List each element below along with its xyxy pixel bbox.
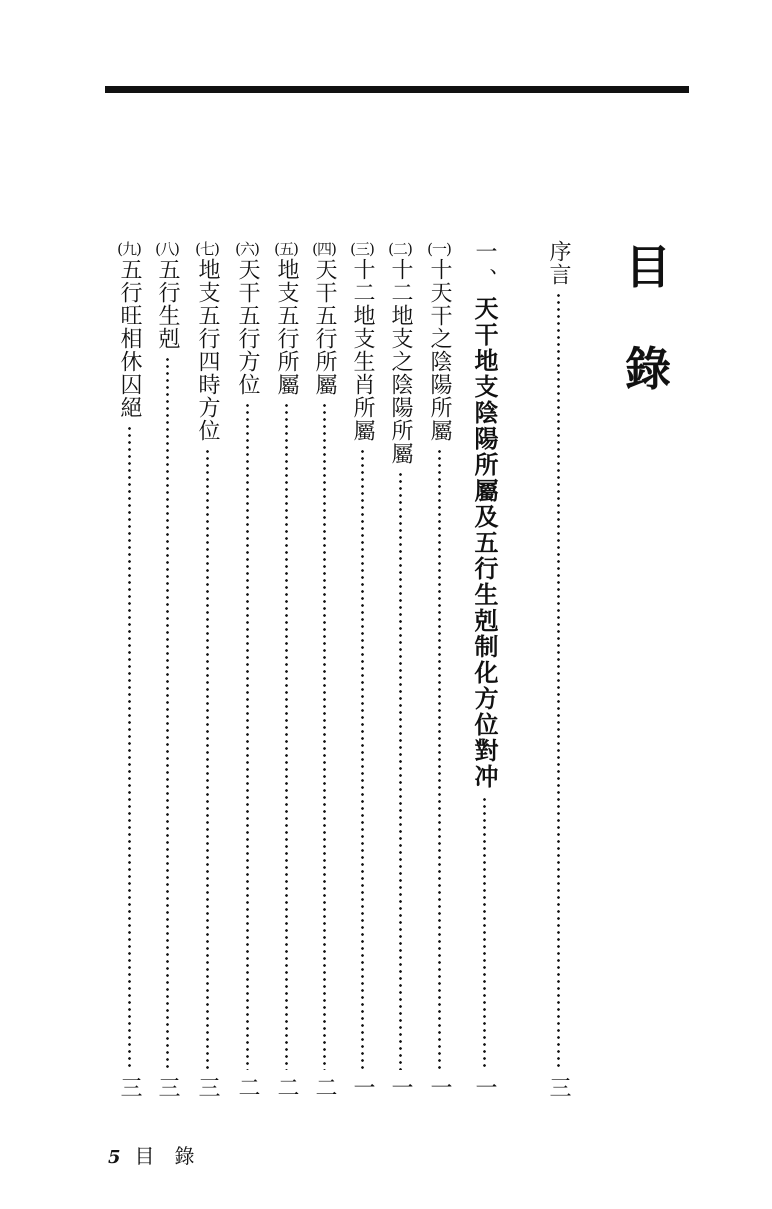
toc-entry-number: (六) xyxy=(235,240,259,258)
toc-entry-page: 一 xyxy=(472,1076,497,1100)
toc-entry-section-1[interactable] xyxy=(424,240,454,1100)
dot-leader xyxy=(323,402,326,1070)
toc-entry-title: 天干五行方位 xyxy=(235,258,260,396)
toc-entry-page: 二 xyxy=(312,1076,337,1100)
toc-entry-title: 天干五行所屬 xyxy=(312,258,337,396)
toc-entry-page: 三 xyxy=(546,1076,571,1100)
toc-entry-number: (一) xyxy=(427,240,451,258)
toc-entry-section-6[interactable] xyxy=(232,240,262,1100)
toc-entry-chapter-1[interactable] xyxy=(469,240,499,1100)
toc-entry-number: 一、 xyxy=(472,240,497,296)
toc-entry-title: 天干地支陰陽所屬及五行生剋制化方位對冲 xyxy=(470,296,499,790)
toc-entry-section-4[interactable] xyxy=(309,240,339,1100)
dot-leader xyxy=(166,356,169,1070)
toc-entry-page: 二 xyxy=(274,1076,299,1100)
heading-char-1: 目 xyxy=(625,240,671,294)
toc-entry-title: 十天干之陰陽所屬 xyxy=(427,258,452,442)
dot-leader xyxy=(557,292,560,1070)
dot-leader xyxy=(361,448,364,1070)
toc-entry-page: 三 xyxy=(155,1076,180,1100)
dot-leader xyxy=(438,448,441,1070)
dot-leader xyxy=(246,402,249,1070)
toc-entry-title: 五行生剋 xyxy=(155,258,180,350)
running-header-label: 目 錄 xyxy=(134,1144,195,1168)
top-rule xyxy=(105,86,689,93)
toc-entry-page: 二 xyxy=(235,1076,260,1100)
heading-char-2: 錄 xyxy=(625,342,671,396)
toc-entry-page: 三 xyxy=(117,1076,142,1100)
dot-leader xyxy=(399,471,402,1070)
toc-entry-page: 一 xyxy=(350,1076,375,1100)
toc-entry-number: (八) xyxy=(155,240,179,258)
toc-entry-section-3[interactable] xyxy=(347,240,377,1100)
dot-leader xyxy=(285,402,288,1070)
toc-entry-section-5[interactable] xyxy=(271,240,301,1100)
toc-entry-title: 地支五行四時方位 xyxy=(195,258,220,442)
dot-leader xyxy=(206,448,209,1070)
toc-entry-number: (七) xyxy=(195,240,219,258)
toc-entry-title: 十二地支之陰陽所屬 xyxy=(388,258,413,465)
toc-entry-number: (四) xyxy=(312,240,336,258)
toc-entry-title: 五行旺相休囚絕 xyxy=(117,258,142,419)
toc-entry-number: (三) xyxy=(350,240,374,258)
page-footer xyxy=(108,1144,195,1170)
toc-entry-section-8[interactable] xyxy=(152,240,182,1100)
toc-entry-page: 一 xyxy=(427,1076,452,1100)
toc-entry-title: 地支五行所屬 xyxy=(274,258,299,396)
toc-entry-section-2[interactable] xyxy=(385,240,415,1100)
toc-entry-number: (五) xyxy=(274,240,298,258)
toc-entry-section-9[interactable] xyxy=(114,240,144,1100)
toc-entry-number: (九) xyxy=(117,240,141,258)
toc-entry-page: 三 xyxy=(195,1076,220,1100)
toc-entry-preface[interactable] xyxy=(543,240,573,1100)
dot-leader xyxy=(483,796,486,1070)
toc-entry-page: 一 xyxy=(388,1076,413,1100)
toc-entry-section-7[interactable] xyxy=(192,240,222,1100)
page-number: 5 xyxy=(108,1147,121,1168)
dot-leader xyxy=(128,425,131,1070)
toc-entry-number: (二) xyxy=(388,240,412,258)
toc-entry-title: 序言 xyxy=(546,240,571,286)
toc-entry-title: 十二地支生肖所屬 xyxy=(350,258,375,442)
